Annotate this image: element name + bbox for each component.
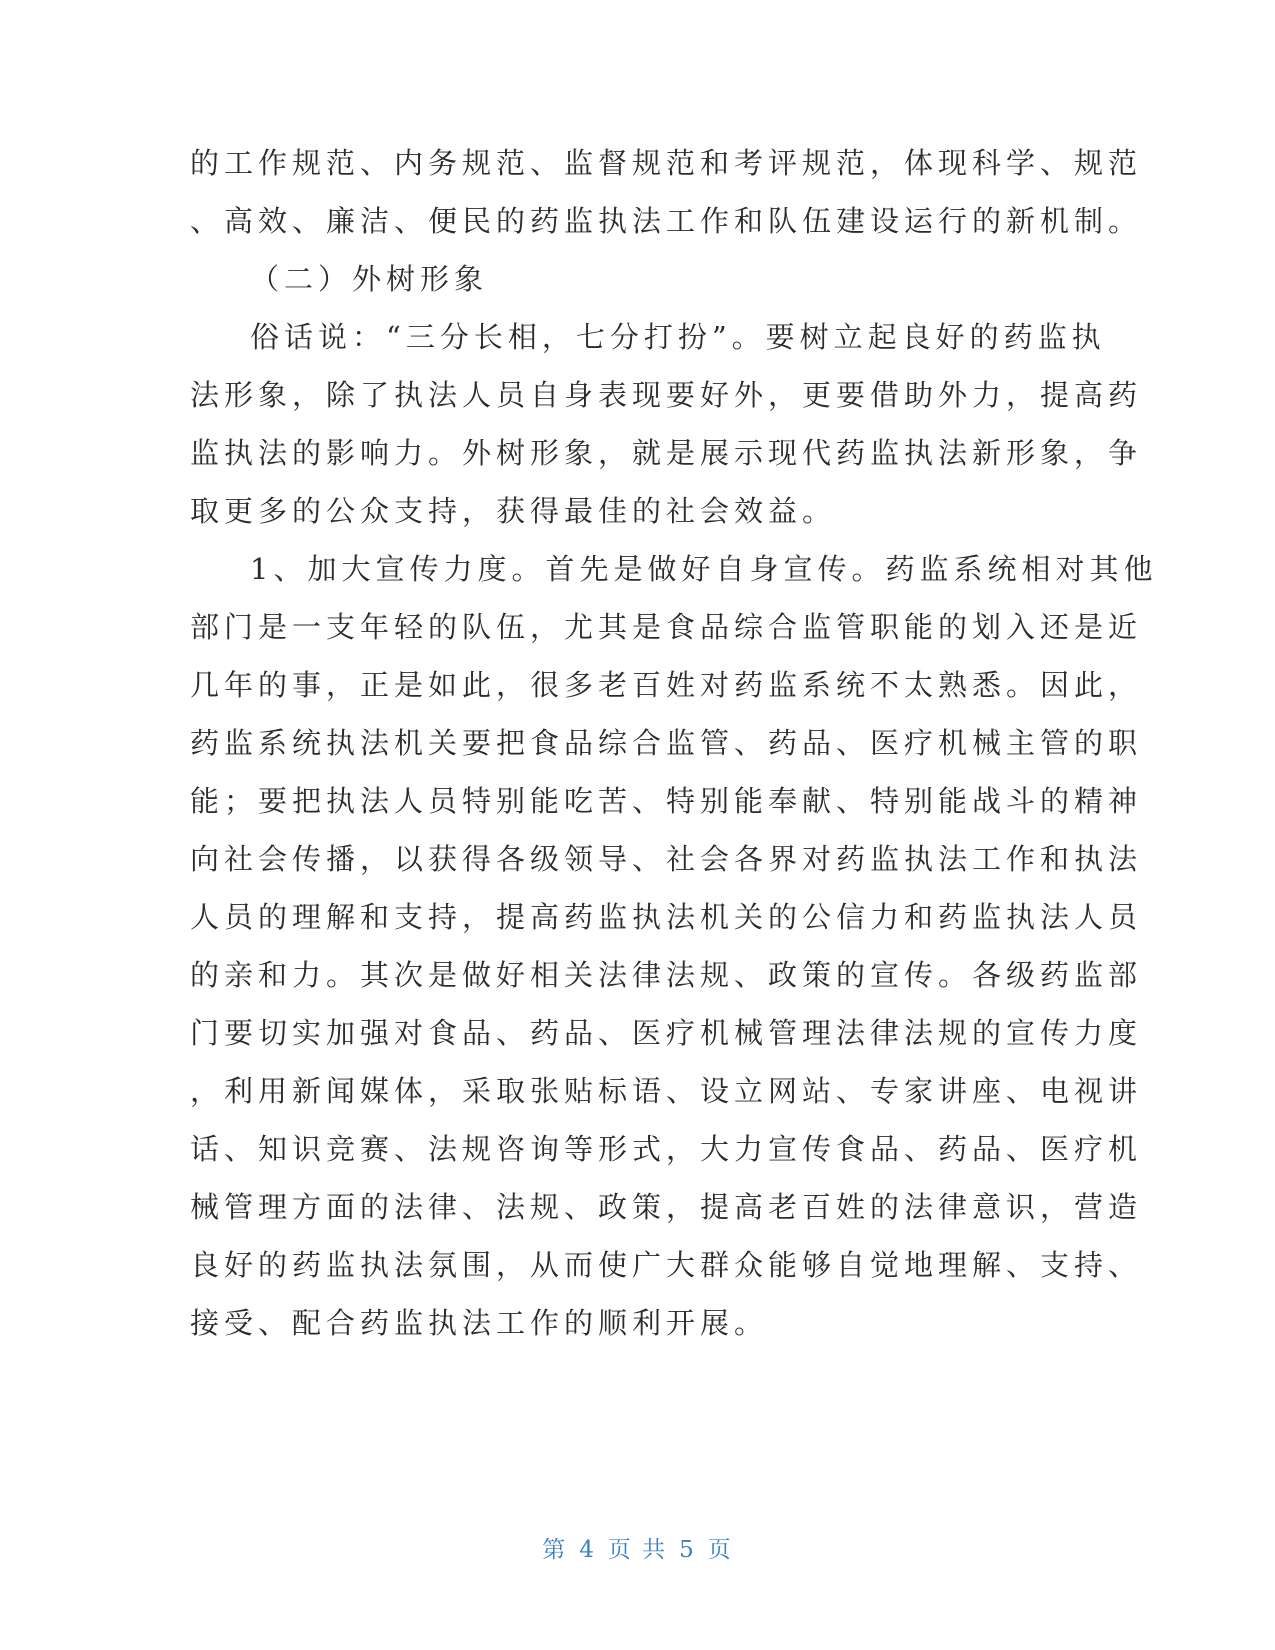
body-line: ，利用新闻媒体，采取张贴标语、设立网站、专家讲座、电视讲	[190, 1074, 1143, 1108]
body-line: 的工作规范、内务规范、监督规范和考评规范，体现科学、规范	[190, 146, 1143, 180]
body-line: 的亲和力。其次是做好相关法律法规、政策的宣传。各级药监部	[190, 958, 1143, 992]
body-line: 取更多的公众支持，获得最佳的社会效益。	[190, 494, 837, 528]
footer-middle: 页 共	[607, 1537, 668, 1563]
body-line: 法形象，除了执法人员自身表现要好外，更要借助外力，提高药	[190, 378, 1143, 412]
body-line: 向社会传播，以获得各级领导、社会各界对药监执法工作和执法	[190, 842, 1143, 876]
body-line: 接受、配合药监执法工作的顺利开展。	[190, 1306, 769, 1340]
footer-prefix: 第	[542, 1537, 568, 1563]
body-line: 药监系统执法机关要把食品综合监管、药品、医疗机械主管的职	[190, 726, 1143, 760]
page-number: 4	[579, 1537, 596, 1563]
body-line: 几年的事，正是如此，很多老百姓对药监系统不太熟悉。因此，	[190, 668, 1143, 702]
section-heading: （二）外树形象	[250, 262, 489, 296]
footer-suffix: 页	[707, 1537, 733, 1563]
body-line: 部门是一支年轻的队伍，尤其是食品综合监管职能的划入还是近	[190, 610, 1143, 644]
body-line: 话、知识竞赛、法规咨询等形式，大力宣传食品、药品、医疗机	[190, 1132, 1143, 1166]
total-pages: 5	[679, 1537, 696, 1563]
body-line: 俗话说：“三分长相，七分打扮”。要树立起良好的药监执	[250, 320, 1106, 354]
body-line: 门要切实加强对食品、药品、医疗机械管理法律法规的宣传力度	[190, 1016, 1143, 1050]
body-line: 良好的药监执法氛围，从而使广大群众能够自觉地理解、支持、	[190, 1248, 1143, 1282]
body-line: 1、加大宣传力度。首先是做好自身宣传。药监系统相对其他	[250, 552, 1158, 586]
body-line: 、高效、廉洁、便民的药监执法工作和队伍建设运行的新机制。	[190, 204, 1143, 238]
body-line: 械管理方面的法律、法规、政策，提高老百姓的法律意识，营造	[190, 1190, 1143, 1224]
page-footer	[0, 1535, 1275, 1565]
body-line: 监执法的影响力。外树形象，就是展示现代药监执法新形象，争	[190, 436, 1143, 470]
body-line: 人员的理解和支持，提高药监执法机关的公信力和药监执法人员	[190, 900, 1143, 934]
body-line: 能；要把执法人员特别能吃苦、特别能奉献、特别能战斗的精神	[190, 784, 1143, 818]
